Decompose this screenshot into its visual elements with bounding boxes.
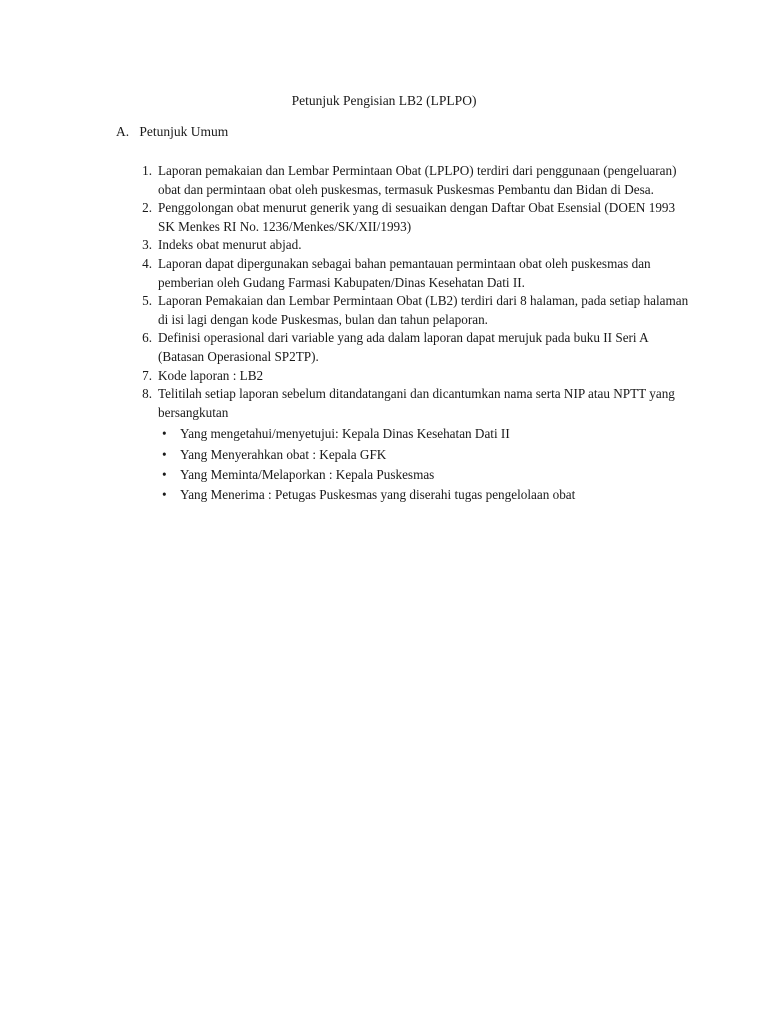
sublist-item bbox=[158, 445, 690, 465]
instruction-list bbox=[130, 162, 690, 505]
item-number: 8. bbox=[142, 386, 152, 402]
sublist-text: Yang mengetahui/menyetujui: Kepala Dinas Kesehatan Dati II bbox=[180, 426, 510, 442]
list-item bbox=[130, 367, 690, 386]
sublist-text: Yang Menyerahkan obat : Kepala GFK bbox=[180, 446, 387, 462]
list-item bbox=[130, 292, 690, 329]
sublist-item bbox=[158, 465, 690, 485]
list-item bbox=[130, 236, 690, 255]
bullet-icon: • bbox=[162, 466, 167, 482]
bullet-icon: • bbox=[162, 426, 167, 442]
item-number: 3. bbox=[142, 237, 152, 253]
list-item bbox=[130, 162, 690, 199]
list-item bbox=[130, 329, 690, 366]
item-number: 6. bbox=[142, 330, 152, 346]
item-text: Laporan Pemakaian dan Lembar Permintaan Obat (LB2) terdiri dari 8 halaman, pada setiap halaman di isi lagi dengan kode Puskesmas, bulan dan tahun pelaporan. bbox=[158, 293, 689, 327]
item-number: 4. bbox=[142, 255, 152, 271]
page-title: Petunjuk Pengisian LB2 (LPLPO) bbox=[291, 93, 477, 108]
item-number: 1. bbox=[142, 163, 152, 178]
item-text: Penggolongan obat menurut generik yang di sesuaikan dengan Daftar Obat Esensial (DOEN 1993 SK Menkes RI No. 1236/Menkes/SK/XII/1993) bbox=[158, 200, 676, 234]
section-marker: A. bbox=[116, 124, 130, 139]
list-item bbox=[130, 255, 690, 292]
sublist-item bbox=[158, 485, 690, 505]
item-number: 2. bbox=[142, 200, 152, 216]
item-number: 7. bbox=[142, 367, 152, 383]
item-text: Kode laporan : LB2 bbox=[158, 367, 264, 383]
sublist-text: Yang Menerima : Petugas Puskesmas yang diserahi tugas pengelolaan obat bbox=[180, 486, 576, 502]
list-item bbox=[130, 385, 690, 505]
item-text: Indeks obat menurut abjad. bbox=[158, 237, 302, 253]
sublist-text: Yang Meminta/Melaporkan : Kepala Puskesmas bbox=[180, 466, 435, 482]
bullet-icon: • bbox=[162, 486, 167, 502]
item-text: Laporan pemakaian dan Lembar Permintaan Obat (LPLPO) terdiri dari penggunaan (pengeluaran) obat dan permintaan obat oleh puskesmas, termasuk Puskesmas Pembantu dan Bidan di Desa. bbox=[158, 163, 677, 197]
item-number: 5. bbox=[142, 293, 152, 309]
item-text: Laporan dapat dipergunakan sebagai bahan pemantauan permintaan obat oleh puskesmas dan pemberian oleh Gudang Farmasi Kabupaten/Dinas Kesehatan Dati II. bbox=[158, 255, 651, 290]
section-title: Petunjuk Umum bbox=[139, 124, 229, 139]
list-item bbox=[130, 199, 690, 236]
bullet-icon: • bbox=[162, 446, 167, 462]
item-text: Definisi operasional dari variable yang ada dalam laporan dapat merujuk pada buku II Seri A (Batasan Operasional SP2TP). bbox=[158, 330, 648, 364]
sublist-item bbox=[158, 424, 690, 444]
section-heading bbox=[116, 124, 228, 140]
signatory-list bbox=[158, 424, 690, 505]
item-text: Telitilah setiap laporan sebelum ditandatangani dan dicantumkan nama serta NIP atau NPTT yang bersangkutan bbox=[158, 386, 675, 420]
